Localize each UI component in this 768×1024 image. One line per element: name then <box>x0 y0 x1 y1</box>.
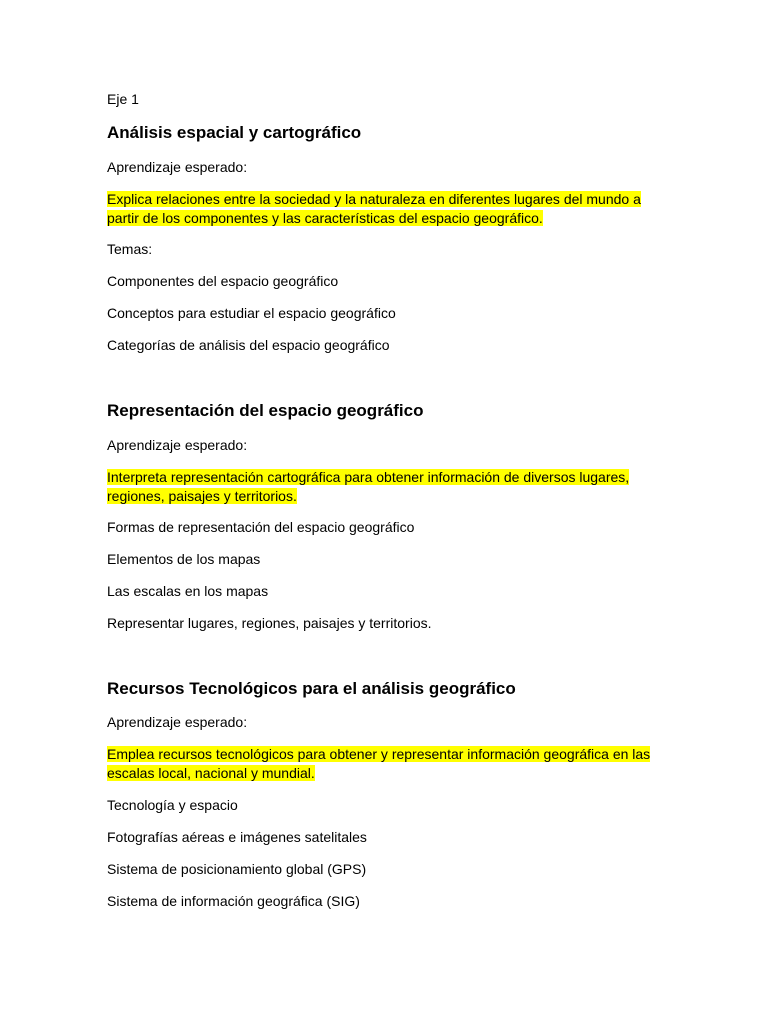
section-3-expected-text <box>107 745 667 783</box>
section-3-topic-1: Tecnología y espacio <box>107 797 238 813</box>
section-3-title: Recursos Tecnológicos para el análisis geográfico <box>107 679 516 698</box>
section-1-title: Análisis espacial y cartográfico <box>107 123 362 142</box>
section-1-topics-label: Temas: <box>107 241 153 257</box>
section-2-title: Representación del espacio geográfico <box>107 401 424 420</box>
section-2-topic-3: Las escalas en los mapas <box>107 583 269 599</box>
section-3-expected-line-2: escalas local, nacional y mundial. <box>107 765 315 781</box>
section-2-topic-1: Formas de representación del espacio geográfico <box>107 519 415 535</box>
section-1-expected-label: Aprendizaje esperado: <box>107 159 248 175</box>
section-2-expected-line-2: regiones, paisajes y territorios. <box>107 488 297 504</box>
section-2-expected-line-1: Interpreta representación cartográfica para obtener información de diversos lugares, <box>107 469 630 485</box>
axis-label: Eje 1 <box>107 91 139 107</box>
section-2-expected-label: Aprendizaje esperado: <box>107 437 248 453</box>
section-3-topic-2: Fotografías aéreas e imágenes satelitales <box>107 829 367 845</box>
section-2-topic-4: Representar lugares, regiones, paisajes y territorios. <box>107 615 432 631</box>
section-1-topic-3: Categorías de análisis del espacio geográfico <box>107 337 390 353</box>
section-1-expected-line-2: partir de los componentes y las características del espacio geográfico. <box>107 210 543 226</box>
section-3-topic-3: Sistema de posicionamiento global (GPS) <box>107 861 367 877</box>
section-3-expected-label: Aprendizaje esperado: <box>107 714 248 730</box>
section-1-expected-line-1: Explica relaciones entre la sociedad y la naturaleza en diferentes lugares del mundo a <box>107 191 641 207</box>
section-2-expected-text <box>107 468 667 506</box>
section-3-expected-line-1: Emplea recursos tecnológicos para obtener y representar información geográfica en las <box>107 746 651 762</box>
section-1-topic-1: Componentes del espacio geográfico <box>107 273 339 289</box>
section-2-topic-2: Elementos de los mapas <box>107 551 261 567</box>
section-1-topic-2: Conceptos para estudiar el espacio geográfico <box>107 305 396 321</box>
section-1-expected-text <box>107 190 667 228</box>
section-3-topic-4: Sistema de información geográfica (SIG) <box>107 893 360 909</box>
